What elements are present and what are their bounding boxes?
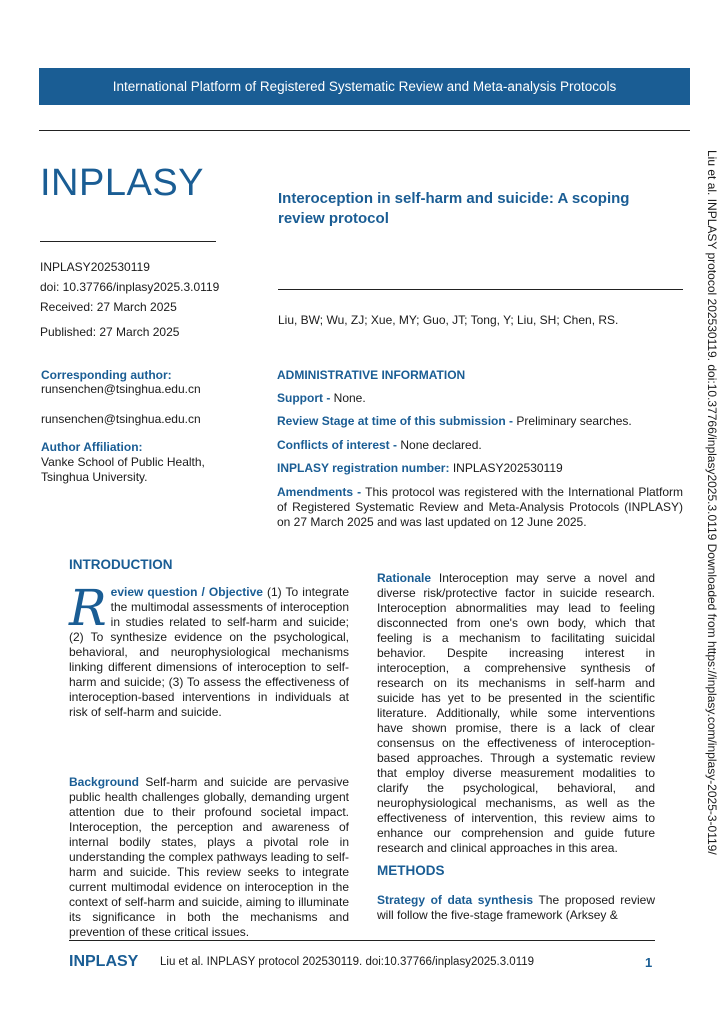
footer-divider (69, 940, 655, 941)
conflicts-value: None declared. (397, 438, 482, 452)
strategy-label: Strategy of data synthesis (377, 893, 534, 907)
amendments-paragraph (277, 485, 683, 530)
rationale-text: Interoception may serve a novel and diverse risk/protective factor in suicide research. Interoception abnormalities may lead to feeling disconnected from one's own body, which that feeling is a mechanism to facilitating suicidal behavior. Despite increasing interest in interoception, a comprehensive synthesis of research on its mechanisms in self-harm and suicide has yet to be presented in the scientific literature. Additionally, while some interventions have shown promise, there is a lack of clear consensus on the effectiveness of interoception-based approaches. Through a systematic review that employ diverse measurement modalities to clarify the psychological, behavioral, and neurophysiological mechanisms, as well as the effectiveness of intervention, this review aims to enhance our comprehension and guide future research and clinical approaches in this area. (377, 571, 655, 855)
review-stage-line (277, 414, 632, 428)
support-label: Support - (277, 391, 331, 405)
background-text: Self-harm and suicide are pervasive public health challenges globally, demanding urgent attention due to their profound societal impact. Interoception, the perception and awareness of internal bodily states, plays a pivotal role in understanding the complex pathways leading to self-harm and suicide. This review seeks to integrate current multimodal evidence on interoception in the context of self-harm and suicide, aiming to illuminate its significance in both the mechanisms and prevention of these critical issues. (69, 775, 349, 939)
inplasy-logo: INPLASY (40, 162, 205, 204)
corresponding-email-secondary[interactable]: runsenchen@tsinghua.edu.cn (41, 412, 201, 426)
vertical-download-notice: Liu et al. INPLASY protocol 202530119. doi:10.37766/inplasy2025.3.0119 Downloaded from https://inplasy.com/inplasy-2025-3-0119/ (705, 150, 719, 855)
methods-heading: METHODS (377, 863, 445, 878)
received-date: Received: 27 March 2025 (40, 300, 177, 314)
affiliation-label: Author Affiliation: (41, 440, 143, 454)
review-question-paragraph (69, 579, 349, 720)
journal-banner (39, 68, 690, 105)
review-stage-value: Preliminary searches. (513, 414, 632, 428)
registration-id: INPLASY202530119 (40, 260, 150, 274)
logo-divider (40, 241, 216, 242)
registration-number-line (277, 461, 563, 475)
conflicts-label: Conflicts of interest - (277, 438, 398, 452)
top-divider (39, 130, 690, 131)
admin-info-heading: ADMINISTRATIVE INFORMATION (277, 368, 466, 382)
strategy-paragraph (377, 893, 655, 923)
title-divider (278, 289, 683, 290)
review-stage-label: Review Stage at time of this submission - (277, 414, 514, 428)
support-line (277, 391, 366, 405)
corresponding-author-label: Corresponding author: (41, 368, 172, 382)
review-question-label: eview question / Objective (110, 585, 263, 599)
drop-cap: R (69, 579, 107, 637)
review-question-text: (1) To integrate the multimodal assessments of interoception in studies related to self-harm and suicide; (2) To synthesize evidence on the psychological, behavioral, and neurophysiological mechanisms linking different dimensions of interoception to self-harm and suicide; (3) To assess the effectiveness of interoception-based interventions in individuals at risk of self-harm and suicide. (69, 585, 349, 719)
paper-title: Interoception in self-harm and suicide: A scoping review protocol (278, 190, 630, 227)
introduction-heading: INTRODUCTION (69, 557, 173, 572)
rationale-paragraph (377, 571, 655, 856)
background-paragraph (69, 775, 349, 940)
background-label: Background (69, 775, 140, 789)
amendments-value: This protocol was registered with the International Platform of Registered Systematic Review and Meta-Analysis Protocols (INPLASY) on 27 March 2025 and was last updated on 12 June 2025. (277, 485, 684, 529)
registration-number-label: INPLASY registration number: (277, 461, 450, 475)
amendments-label: Amendments - (277, 485, 362, 499)
footer-citation: Liu et al. INPLASY protocol 202530119. doi:10.37766/inplasy2025.3.0119 (160, 956, 535, 968)
corresponding-email[interactable]: runsenchen@tsinghua.edu.cn (41, 382, 201, 396)
strategy-text: The proposed review will follow the five-stage framework (Arksey & (377, 893, 655, 922)
doi[interactable]: doi: 10.37766/inplasy2025.3.0119 (40, 280, 220, 294)
rationale-label: Rationale (377, 571, 432, 585)
page-number: 1 (645, 955, 653, 970)
registration-number-value: INPLASY202530119 (449, 461, 563, 475)
author-list: Liu, BW; Wu, ZJ; Xue, MY; Guo, JT; Tong, Y; Liu, SH; Chen, RS. (278, 313, 619, 327)
affiliation-line-2: Tsinghua University. (41, 470, 148, 484)
footer-logo: INPLASY (69, 953, 139, 970)
banner-text: International Platform of Registered Systematic Review and Meta-analysis Protocols (112, 79, 617, 94)
published-date: Published: 27 March 2025 (40, 325, 180, 339)
affiliation-line-1: Vanke School of Public Health, (41, 455, 205, 469)
support-value: None. (330, 391, 366, 405)
conflicts-line (277, 438, 482, 452)
